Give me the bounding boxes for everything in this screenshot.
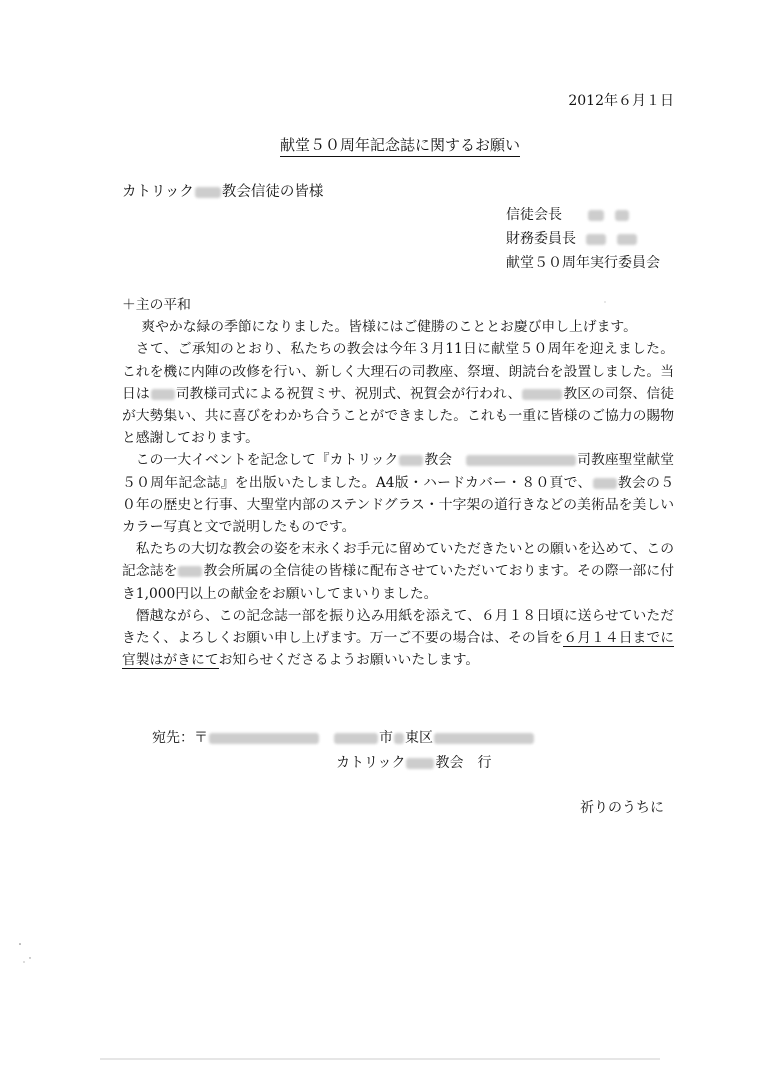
greeting: ＋主の平和	[122, 297, 191, 313]
paragraph-2: さて、ご承知のとおり、私たちの教会は今年３月11日に献堂５０周年を迎えました。これを機に内陣の改修を行い、新しく大理石の司教座、祭壇、朗読台を設置しました。当日は 司教様司式による祝賀ミサ、祝別式、祝賀会が行われ、 教区の司祭、信徒が大勢集い、共に喜びをわかち合うことができました。これも一重に皆様のご協力の賜物と感謝しております。	[122, 341, 675, 447]
recipient-line: カトリック 教会 行	[336, 755, 492, 771]
letter-date: 2012年６月１日	[568, 93, 674, 109]
sender-line: 献堂５０周年実行委員会	[506, 255, 660, 271]
paragraph-4: 私たちの大切な教会の姿を末永くお手元に留めていただきたいとの願いを込めて、この記念誌を 教会所属の全信徒の皆様に配布させていただいております。その際一部に付き1,000円以上の献金をお願いしてまいりました。	[122, 541, 674, 602]
paragraph-3: この一大イベントを記念して『カトリック 教会 司教座聖堂献堂５０周年記念誌』を出版いたしました。A4版・ハードカバー・８０頁で、 教会の５０年の歴史と行事、大聖堂内部のステンドグラス・十字架の道行きなどの美術品を美しいカラー写真と文で説明したものです。	[122, 452, 675, 536]
speck	[19, 943, 21, 945]
letter-title: 献堂５０周年記念誌に関するお願い	[280, 134, 520, 157]
speck	[23, 961, 24, 962]
sender-line: 信徒会長	[506, 203, 660, 227]
address-label: 宛先：	[152, 730, 194, 746]
addressee-prefix: カトリック	[122, 184, 194, 200]
addressee-suffix: 教会信徒の皆様	[221, 184, 324, 200]
closing-phrase: 祈りのうちに	[580, 800, 664, 816]
postal-mark: 〒	[194, 730, 208, 746]
speck	[29, 957, 30, 958]
paragraph-1: 爽やかな緑の季節になりました。皆様にはご健勝のこととお慶び申し上げます。	[141, 319, 637, 336]
address-line: 宛先：〒 市 東区	[152, 727, 535, 747]
paragraph-5: 僭越ながら、この記念誌一部を振り込み用紙を添えて、６月１８日頃に送らせていただきたく、よろしくお願い申し上げます。万一ご不要の場合は、その旨を６月１４日までに官製はがきにてお知らせくださるようお願いいたします。	[122, 607, 675, 669]
bottom-scan-edge	[100, 1058, 660, 1060]
sender-line: 財務委員長	[506, 227, 660, 251]
deadline-underlined: ６月１４日までに官製はがきにて	[122, 630, 675, 669]
speck	[604, 301, 605, 302]
